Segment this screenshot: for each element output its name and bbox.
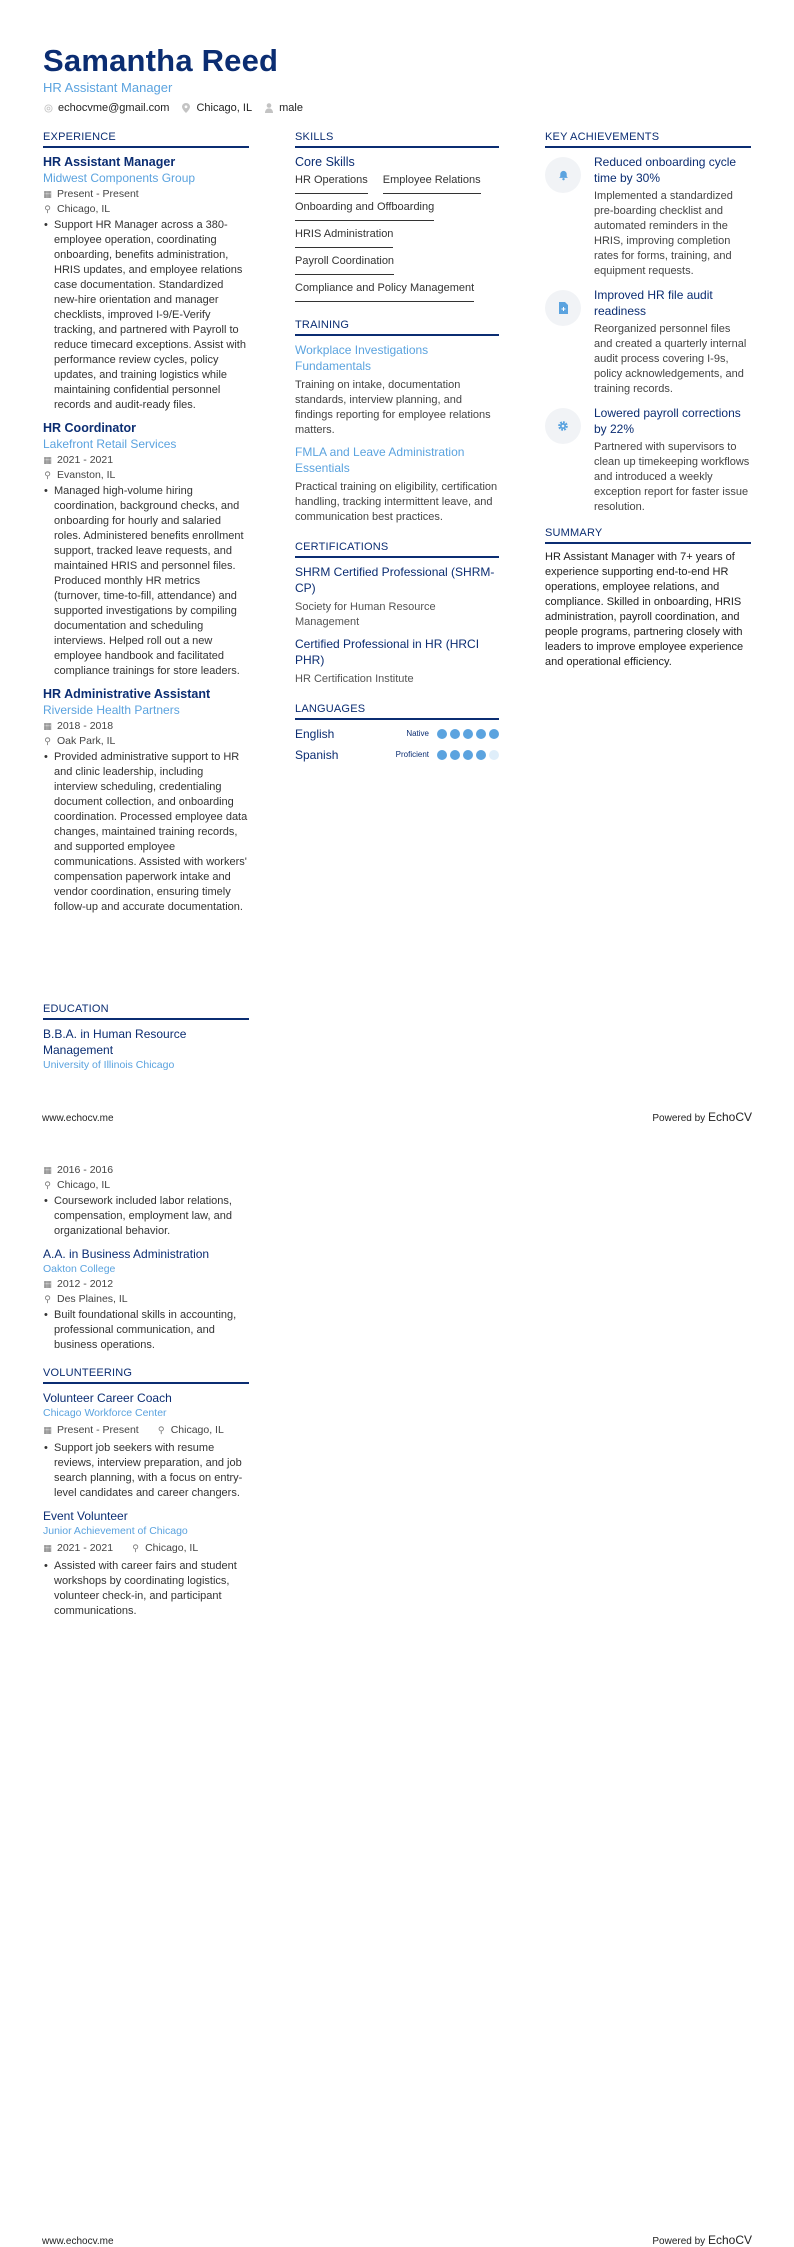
rating-dot-filled bbox=[476, 729, 486, 739]
volunteer-dates: ▦ 2021 - 2021 bbox=[43, 1542, 114, 1554]
user-icon bbox=[264, 103, 274, 113]
education-section bbox=[43, 1003, 249, 1073]
volunteering-heading: VOLUNTEERING bbox=[43, 1367, 249, 1384]
achievement-item bbox=[545, 405, 751, 515]
summary-text: HR Assistant Manager with 7+ years of experience supporting end-to-end HR operations, employee relations, and compliance. Skilled in onboarding, HRIS administration, payroll coordination, and people programs, partnering closely with leaders to improve employee experience and operational efficiency. bbox=[545, 551, 744, 668]
middle-column bbox=[295, 131, 499, 765]
map-pin-icon: ⚲ bbox=[44, 204, 51, 214]
achievement-desc: Partnered with supervisors to clean up timekeeping workflows and introduced a weekly exception report for faster issue resolution. bbox=[594, 441, 750, 513]
footer-powered: Powered by EchoCV bbox=[652, 1110, 752, 1124]
degree-title: A.A. in Business Administration bbox=[43, 1247, 210, 1261]
map-pin-icon: ⚲ bbox=[44, 470, 51, 480]
footer-powered: Powered by EchoCV bbox=[652, 2233, 752, 2247]
map-pin-icon: ⚲ bbox=[44, 1180, 51, 1190]
skill-tag: Employee Relations bbox=[383, 174, 481, 194]
file-plus-icon bbox=[545, 290, 581, 326]
map-pin-icon bbox=[181, 103, 191, 113]
rating-dot-filled bbox=[476, 750, 486, 760]
achievement-item bbox=[545, 154, 751, 279]
calendar-icon: ▦ bbox=[43, 721, 52, 731]
edu-dates: ▦ 2012 - 2012 bbox=[43, 1278, 114, 1290]
job-title: HR Assistant Manager bbox=[43, 155, 176, 169]
left-column-continued bbox=[43, 1163, 249, 1626]
achievement-title: Reduced onboarding cycle time by 30% bbox=[594, 155, 737, 185]
job-title: HR Administrative Assistant bbox=[43, 687, 211, 701]
achievement-desc: Implemented a standardized pre-boarding checklist and automated reminders in the HRIS, improving completion rates for forms, training, and equipment requests. bbox=[594, 190, 733, 277]
volunteer-entry bbox=[43, 1508, 249, 1619]
contact-email[interactable] bbox=[43, 102, 169, 114]
map-pin-icon: ⚲ bbox=[44, 736, 51, 746]
resume-page-2 bbox=[0, 1123, 794, 2246]
certification-title: Certified Professional in HR (HRCI PHR) bbox=[295, 637, 480, 667]
page-footer bbox=[42, 1110, 752, 1124]
achievement-desc: Reorganized personnel files and created a quarterly internal audit process covering I-9s, policy acknowledgements, and training records. bbox=[594, 323, 747, 395]
calendar-icon: ▦ bbox=[43, 1165, 52, 1175]
job-bullet: • Provided administrative support to HR and clinic leadership, including interview scheduling, credentialing document collection, and onboarding coordination. Processed employee data changes, maintained training records, and supported employee communications. Assisted with workers' compensation paperwork intake and vendor coordination, ensuring timely follow-up and accurate documentation. bbox=[44, 751, 248, 913]
resume-header bbox=[43, 44, 315, 114]
certifications-heading: CERTIFICATIONS bbox=[295, 541, 499, 558]
achievement-title: Lowered payroll corrections by 22% bbox=[594, 406, 741, 436]
training-desc: Practical training on eligibility, certification handling, tracking intermittent leave, and communication best practices. bbox=[295, 481, 498, 523]
resume-page-1 bbox=[0, 0, 794, 1123]
volunteer-org: Junior Achievement of Chicago bbox=[43, 1525, 188, 1537]
page-footer bbox=[42, 2233, 752, 2247]
education-entry bbox=[43, 1163, 249, 1239]
achievement-title: Improved HR file audit readiness bbox=[594, 288, 713, 318]
training-heading: TRAINING bbox=[295, 319, 499, 336]
training-title: Workplace Investigations Fundamentals bbox=[295, 343, 429, 373]
rating-dot-filled bbox=[437, 729, 447, 739]
skills-group-title: Core Skills bbox=[295, 155, 355, 169]
certification-issuer: Society for Human Resource Management bbox=[295, 601, 436, 628]
rating-dot-filled bbox=[450, 750, 460, 760]
volunteer-dates: ▦ Present - Present bbox=[43, 1424, 139, 1436]
job-dates: ▦ 2018 - 2018 bbox=[43, 720, 114, 732]
language-row bbox=[295, 744, 499, 765]
skill-tag: HR Operations bbox=[295, 174, 368, 194]
edu-location: ⚲ Des Plaines, IL bbox=[44, 1293, 128, 1305]
candidate-title: HR Assistant Manager bbox=[43, 80, 173, 95]
volunteer-title: Event Volunteer bbox=[43, 1509, 128, 1523]
edu-bullet: • Coursework included labor relations, compensation, employment law, and organizational behavior. bbox=[44, 1195, 232, 1237]
calendar-icon: ▦ bbox=[43, 1425, 52, 1435]
job-bullet: • Support HR Manager across a 380-employee operation, coordinating onboarding, benefits administration, HRIS updates, and employee relations case documentation. Standardized new-hire orientation and manager checklists, improved I-9/E-Verify tracking, and partnered with Payroll to reduce timecard exceptions. Assist with performance review cycles, policy updates, and training logistics while maintaining confidential personnel records and audit-ready files. bbox=[44, 219, 246, 411]
location-text: Chicago, IL bbox=[196, 102, 253, 114]
skill-tag: Payroll Coordination bbox=[295, 255, 394, 275]
contact-gender bbox=[264, 102, 303, 114]
rating-dot-filled bbox=[489, 729, 499, 739]
skill-tag: Compliance and Policy Management bbox=[295, 282, 474, 302]
rating-dot-filled bbox=[437, 750, 447, 760]
training-desc: Training on intake, documentation standards, interview planning, and findings reporting for employee relations matters. bbox=[295, 379, 491, 436]
left-column bbox=[43, 131, 249, 922]
footer-brand: EchoCV bbox=[707, 2233, 752, 2247]
job-title: HR Coordinator bbox=[43, 421, 137, 435]
achievement-item bbox=[545, 287, 751, 397]
rating-dot-filled bbox=[450, 729, 460, 739]
edu-location: ⚲ Chicago, IL bbox=[44, 1179, 111, 1191]
company-name: Riverside Health Partners bbox=[43, 703, 180, 717]
summary-heading: SUMMARY bbox=[545, 527, 751, 544]
rating-dot-filled bbox=[463, 729, 473, 739]
volunteer-location: ⚲ Chicago, IL bbox=[157, 1424, 224, 1436]
skills-list bbox=[295, 174, 499, 309]
footer-brand: EchoCV bbox=[707, 1110, 752, 1124]
map-pin-icon: ⚲ bbox=[157, 1425, 165, 1435]
email-text: echocvme@gmail.com bbox=[58, 102, 170, 114]
contact-row bbox=[43, 102, 315, 114]
degree-title: B.B.A. in Human Resource Management bbox=[43, 1027, 187, 1057]
job-location: ⚲ Oak Park, IL bbox=[44, 735, 116, 747]
certification-issuer: HR Certification Institute bbox=[295, 673, 414, 685]
candidate-name: Samantha Reed bbox=[43, 43, 279, 78]
achievements-heading: KEY ACHIEVEMENTS bbox=[545, 131, 751, 148]
language-row bbox=[295, 723, 499, 744]
school-name: University of Illinois Chicago bbox=[43, 1059, 175, 1071]
calendar-icon: ▦ bbox=[43, 1279, 52, 1289]
volunteer-org: Chicago Workforce Center bbox=[43, 1407, 167, 1419]
company-name: Midwest Components Group bbox=[43, 171, 196, 185]
job-location: ⚲ Evanston, IL bbox=[44, 469, 116, 481]
at-icon bbox=[43, 103, 53, 113]
experience-heading: EXPERIENCE bbox=[43, 131, 249, 148]
language-level: Native bbox=[406, 729, 429, 738]
rating-dot-empty bbox=[489, 750, 499, 760]
skill-tag: Onboarding and Offboarding bbox=[295, 201, 434, 221]
volunteer-bullet: • Support job seekers with resume reviews, interview preparation, and job search planning, with a focus on entry-level candidates and career changers. bbox=[44, 1442, 243, 1499]
calendar-icon: ▦ bbox=[43, 1543, 52, 1553]
language-name: Spanish bbox=[295, 747, 339, 762]
skills-heading: SKILLS bbox=[295, 131, 499, 148]
education-heading: EDUCATION bbox=[43, 1003, 249, 1020]
footer-website[interactable]: www.echocv.me bbox=[42, 1113, 114, 1124]
volunteer-bullet: • Assisted with career fairs and student workshops by coordinating logistics, volunteer check-in, and participant communications. bbox=[44, 1560, 237, 1617]
rating-dot-filled bbox=[463, 750, 473, 760]
experience-entry bbox=[43, 420, 249, 679]
map-pin-icon: ⚲ bbox=[44, 1294, 51, 1304]
company-name: Lakefront Retail Services bbox=[43, 437, 177, 451]
experience-entry bbox=[43, 686, 249, 915]
volunteer-location: ⚲ Chicago, IL bbox=[132, 1542, 199, 1554]
calendar-icon: ▦ bbox=[43, 455, 52, 465]
certification-title: SHRM Certified Professional (SHRM-CP) bbox=[295, 565, 495, 595]
education-entry bbox=[43, 1246, 249, 1353]
job-location: ⚲ Chicago, IL bbox=[44, 203, 111, 215]
volunteer-entry bbox=[43, 1390, 249, 1501]
skill-tag: HRIS Administration bbox=[295, 228, 393, 248]
edu-bullet: • Built foundational skills in accounting, professional communication, and business operations. bbox=[44, 1309, 237, 1351]
job-dates: ▦ Present - Present bbox=[43, 188, 139, 200]
edu-dates: ▦ 2016 - 2016 bbox=[43, 1164, 114, 1176]
school-name: Oakton College bbox=[43, 1263, 116, 1275]
right-column bbox=[545, 131, 751, 670]
footer-website[interactable]: www.echocv.me bbox=[42, 2236, 114, 2247]
job-dates: ▦ 2021 - 2021 bbox=[43, 454, 114, 466]
gear-icon bbox=[545, 408, 581, 444]
contact-location bbox=[181, 102, 252, 114]
gender-text: male bbox=[279, 102, 303, 114]
experience-entry bbox=[43, 154, 249, 413]
language-name: English bbox=[295, 726, 335, 741]
job-bullet: • Managed high-volume hiring coordination, background checks, and onboarding for hourly and salaried roles. Administered benefits enrollment support, tracked leave requests, and maintained HRIS and personnel files. Produced monthly HR metrics (turnover, time-to-fill, attendance) and supported investigations by compiling documentation and scheduling interviews. Helped roll out a new employee handbook and facilitated compliance trainings for store leaders. bbox=[44, 485, 244, 677]
volunteer-title: Volunteer Career Coach bbox=[43, 1391, 172, 1405]
language-level: Proficient bbox=[395, 750, 429, 759]
calendar-icon: ▦ bbox=[43, 189, 52, 199]
training-title: FMLA and Leave Administration Essentials bbox=[295, 445, 465, 475]
bell-icon bbox=[545, 157, 581, 193]
languages-heading: LANGUAGES bbox=[295, 703, 499, 720]
map-pin-icon: ⚲ bbox=[132, 1543, 139, 1553]
